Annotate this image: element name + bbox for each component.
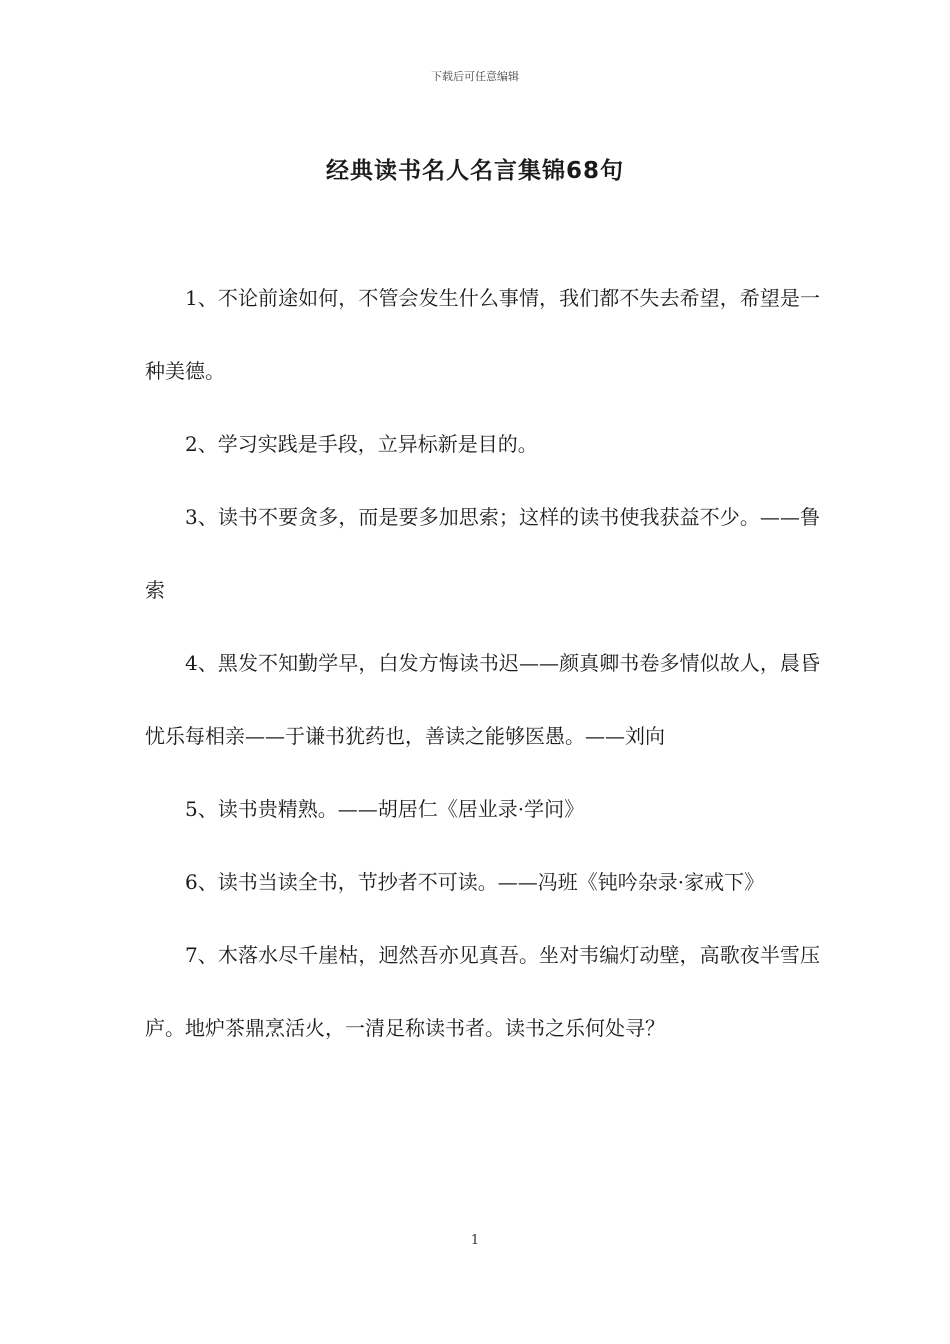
quote-paragraph-3: 3、读书不要贪多，而是要多加思索；这样的读书使我获益不少。——鲁索 bbox=[145, 505, 820, 602]
document-title: 经典读书名人名言集锦68句 bbox=[325, 158, 624, 184]
quote-paragraph-7: 7、木落水尽千崖枯，迥然吾亦见真吾。坐对韦编灯动壁，高歌夜半雪压庐。地炉茶鼎烹活火，一清足称读书者。读书之乐何处寻？ bbox=[145, 943, 820, 1040]
quote-paragraph-1: 1、不论前途如何，不管会发生什么事情，我们都不失去希望，希望是一种美德。 bbox=[145, 286, 820, 383]
quote-paragraph-4: 4、黑发不知勤学早，白发方悔读书迟——颜真卿书卷多情似故人，晨昏忧乐每相亲——于谦书犹药也，善读之能够医愚。——刘向 bbox=[145, 651, 820, 748]
quote-paragraph-2: 2、学习实践是手段，立异标新是目的。 bbox=[185, 432, 538, 456]
header-note: 下载后可任意编辑 bbox=[431, 70, 519, 83]
page-number: 1 bbox=[470, 1233, 480, 1248]
quote-paragraph-6: 6、读书当读全书，节抄者不可读。——冯班《钝吟杂录·家戒下》 bbox=[185, 870, 765, 894]
document-body bbox=[145, 262, 820, 1065]
quote-paragraph-5: 5、读书贵精熟。——胡居仁《居业录·学问》 bbox=[185, 797, 585, 821]
